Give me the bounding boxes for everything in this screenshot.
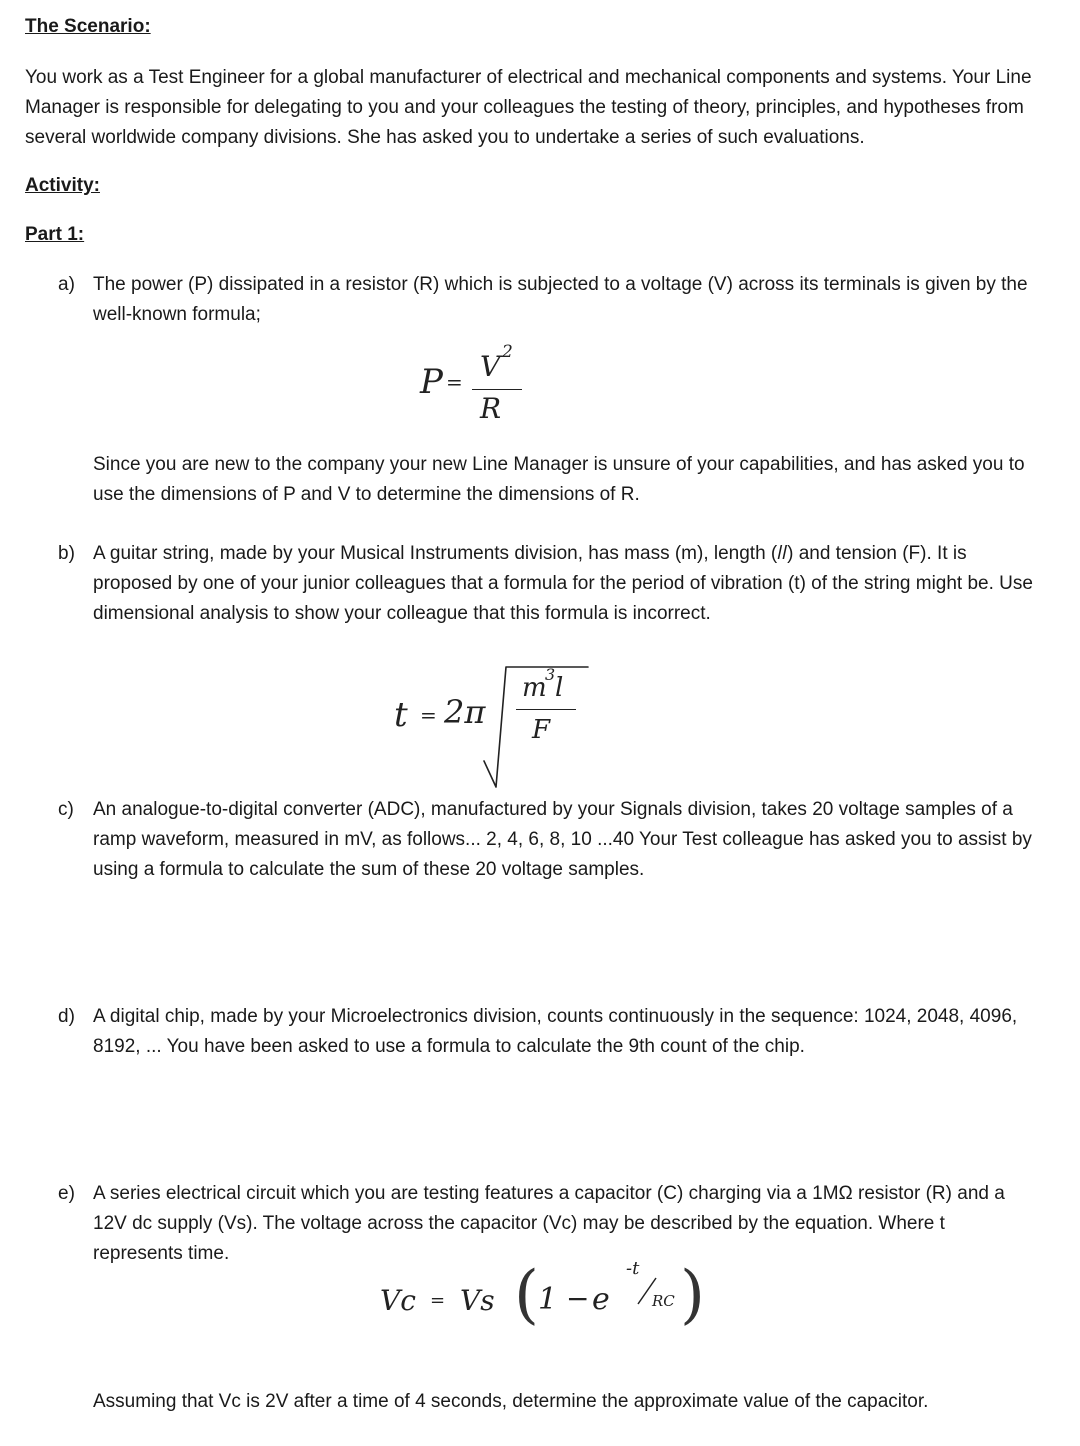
question-c (58, 795, 1033, 885)
formula-b-fraction-bar (516, 709, 576, 710)
scenario-paragraph: You work as a Test Engineer for a global manufacturer of electrical and mechanical components and systems. Your Line Manager is responsible for delegating to you and your colleagues the testing of theory, principles, and hypotheses from several worldwide company divisions. She has asked you to undertake a series of such evaluations. (25, 67, 1032, 148)
formula-a-exponent: 2 (502, 342, 513, 362)
formula-b-coef: 2π (444, 693, 486, 731)
formula-e-base: e (592, 1282, 610, 1317)
formula-b-num-exp: 3 (545, 665, 556, 684)
formula-e-lhs: Vc (380, 1284, 416, 1317)
question-a-text: The power (P) dissipated in a resistor (R) which is subjected to a voltage (V) across its terminals is given by the well-known formula; (93, 274, 1028, 325)
question-d-label: d) (58, 1006, 75, 1027)
formula-b-denominator: F (532, 715, 551, 745)
final-question-text: Assuming that Vc is 2V after a time of 4 seconds, determine the approximate value of the capacitor. (93, 1391, 929, 1412)
formula-b-num-base: m (522, 673, 547, 703)
formula-b-lhs: t (394, 695, 408, 735)
question-e-label: e) (58, 1183, 75, 1204)
formula-a-denominator: R (480, 392, 502, 425)
formula-e-eq: = (430, 1290, 446, 1311)
question-b-label: b) (58, 543, 75, 564)
formula-e-vs: Vs (460, 1284, 495, 1317)
question-c-label: c) (58, 799, 74, 820)
formula-a-eq: = (446, 370, 463, 394)
formula-e-close-paren: ) (680, 1258, 705, 1332)
formula-e-exp-den: RC (652, 1292, 675, 1310)
formula-period (392, 655, 592, 795)
formula-e-minus: − (566, 1282, 590, 1315)
question-b-text: A guitar string, made by your Musical Instruments division, has mass (m), length (𝑙𝑙) and tension (F). It is proposed by one of your junior colleagues that a formula for the period of vibration (t) of the string might be. Use dimensional analysis to show your colleague that this formula is incorrect. (93, 543, 1033, 624)
part1-heading: Part 1: (25, 224, 85, 245)
formula-b-eq: = (420, 703, 437, 727)
question-b (58, 539, 1033, 629)
question-d-text: A digital chip, made by your Microelectronics division, counts continuously in the sequence: 1024, 2048, 4096, 8192, ... You have been asked to use a formula to calculate the 9th count of the chip. (93, 1006, 1018, 1057)
question-c-text: An analogue-to-digital converter (ADC), manufactured by your Signals division, takes 20 voltage samples of a ramp waveform, measured in mV, as follows... 2, 4, 6, 8, 10 ...40 Your Test colleague has asked you to assist by using a formula to calculate the sum of these 20 voltage samples. (93, 799, 1032, 880)
formula-e-one: 1 (538, 1282, 558, 1317)
question-d (58, 1002, 1033, 1062)
question-a-label: a) (58, 274, 75, 295)
formula-e-open-paren: ( (514, 1258, 539, 1332)
formula-b-num-tail: l (555, 673, 564, 703)
activity-heading: Activity: (25, 175, 100, 196)
question-a-followup (58, 450, 1033, 510)
question-a (58, 270, 1033, 330)
formula-e-exp-num: -t (626, 1258, 640, 1279)
formula-capacitor-voltage (380, 1256, 710, 1340)
final-question (58, 1387, 1033, 1417)
formula-a-numerator: V (480, 350, 501, 383)
question-a-followup-text: Since you are new to the company your new Line Manager is unsure of your capabilities, and has asked you to use the dimensions of P and V to determine the dimensions of R. (93, 454, 1025, 505)
question-e-text: A series electrical circuit which you are testing features a capacitor (C) charging via a 1MΩ resistor (R) and a 12V dc supply (Vs). The voltage across the capacitor (Vc) may be described by the equation. Where t represents time. (93, 1183, 1005, 1264)
formula-power (420, 342, 540, 428)
formula-a-fraction-bar (472, 389, 522, 390)
scenario-heading: The Scenario: (25, 16, 151, 37)
formula-a-lhs: P (420, 362, 443, 402)
